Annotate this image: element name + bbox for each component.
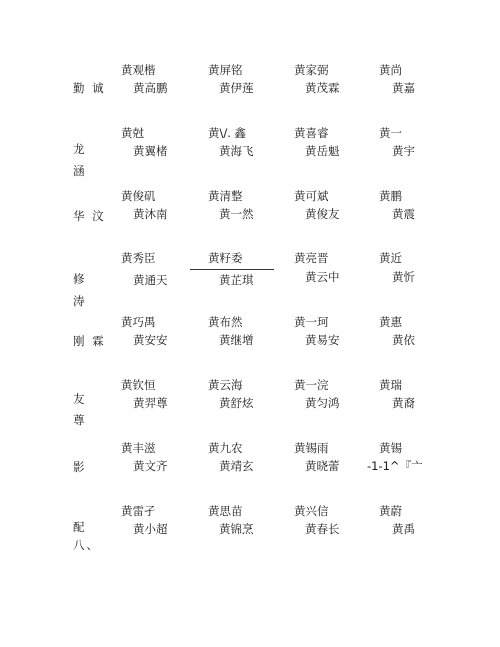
name-bottom: 黄俊友 — [305, 207, 340, 221]
name-top: 黄鹏 — [379, 189, 402, 203]
name-bottom: 黄岳魁 — [305, 144, 340, 158]
name-top: 黄亮晋 — [294, 251, 329, 265]
name-bottom: 黄海飞 — [219, 144, 254, 158]
name-top: 黄屏铭 — [208, 63, 243, 77]
name-bottom: 黄晓蕾 — [305, 459, 340, 473]
name-bottom: 黄文齐 — [133, 459, 168, 473]
name-bottom: 黄宇 — [392, 144, 415, 158]
name-top: 黄兴信 — [294, 504, 329, 518]
name-top: 黄巧禺 — [121, 315, 156, 329]
name-top: 黄家弼 — [294, 63, 329, 77]
name-top: 黄钦恒 — [121, 378, 156, 392]
name-top: 黄丰滋 — [121, 441, 156, 455]
name-top: 黄\/. 鑫 — [208, 126, 247, 140]
name-bottom: 黄小超 — [133, 522, 168, 536]
row-label: 影 — [73, 460, 87, 474]
name-top: 黄清整 — [208, 189, 243, 203]
name-bottom: 黄靖玄 — [219, 459, 254, 473]
name-top: 黄云海 — [208, 378, 243, 392]
name-bottom: 黄禹 — [392, 522, 415, 536]
name-top: 黄籽委 — [208, 251, 243, 265]
name-bottom: 黄春长 — [305, 522, 340, 536]
name-bottom: 黄一然 — [219, 207, 254, 221]
row-label: 配 — [73, 520, 87, 534]
name-top: 黄思苗 — [208, 504, 243, 518]
name-bottom: 黄依 — [392, 333, 415, 347]
name-top: 黄观楷 — [121, 63, 156, 77]
name-top: 黄秀臣 — [121, 251, 156, 265]
row-label: 友 — [73, 392, 87, 406]
row-label: 涵 — [73, 164, 87, 178]
name-top: 黄瑞 — [379, 378, 402, 392]
name-bottom: 黄翼楮 — [133, 144, 168, 158]
name-bottom: 黄嘉 — [392, 81, 415, 95]
row-label: 刚 霖 — [73, 334, 106, 348]
name-bottom: 黄震 — [392, 207, 415, 221]
name-bottom: 黄安安 — [133, 333, 168, 347]
name-top: 黄尅 — [121, 126, 144, 140]
name-top: 黄一珂 — [294, 315, 329, 329]
row-label: 华 汶 — [73, 209, 106, 223]
row-label: 八、 — [73, 538, 100, 552]
name-bottom: 黄伊莲 — [219, 81, 254, 95]
name-bottom: 黄匀鸿 — [305, 396, 340, 410]
name-bottom: 黄高鹏 — [133, 81, 168, 95]
name-bottom: 黄裔 — [392, 396, 415, 410]
name-top: 黄可斌 — [294, 189, 329, 203]
name-bottom: 黄茂霖 — [305, 81, 340, 95]
underline-rule — [190, 269, 274, 270]
name-top: 黄雷孑 — [121, 504, 156, 518]
name-top: 黄喜睿 — [294, 126, 329, 140]
name-bottom: 黄通天 — [133, 273, 168, 287]
name-bottom: 黄忻 — [392, 270, 415, 284]
name-top: 黄蔚 — [379, 504, 402, 518]
name-top: 黄九农 — [208, 441, 243, 455]
name-top: 黄锡雨 — [294, 441, 329, 455]
name-top: 黄布然 — [208, 315, 243, 329]
name-bottom: 黄云中 — [305, 270, 340, 284]
name-top: 黄一 — [379, 126, 402, 140]
row-label: 涛 — [73, 294, 87, 308]
row-label: 龙 — [73, 142, 87, 156]
name-top: 黄俊矶 — [121, 189, 156, 203]
name-top: 黄惠 — [379, 315, 402, 329]
row-label: 勤 诚 — [73, 81, 106, 95]
name-bottom: -1-1^『亠 — [367, 459, 423, 473]
name-bottom: 黄继增 — [219, 333, 254, 347]
name-bottom: 黄芷琪 — [219, 273, 254, 287]
name-top: 黄一浣 — [294, 378, 329, 392]
name-top: 黄尚 — [379, 63, 402, 77]
name-bottom: 黄羿尊 — [133, 396, 168, 410]
name-bottom: 黄舒炫 — [219, 396, 254, 410]
name-top: 黄近 — [379, 251, 402, 265]
name-top: 黄锡 — [379, 441, 402, 455]
row-label: 修 — [73, 272, 87, 286]
name-bottom: 黄锦烹 — [219, 522, 254, 536]
row-label: 尊 — [73, 413, 87, 427]
name-bottom: 黄易安 — [305, 333, 340, 347]
name-bottom: 黄沐南 — [133, 207, 168, 221]
